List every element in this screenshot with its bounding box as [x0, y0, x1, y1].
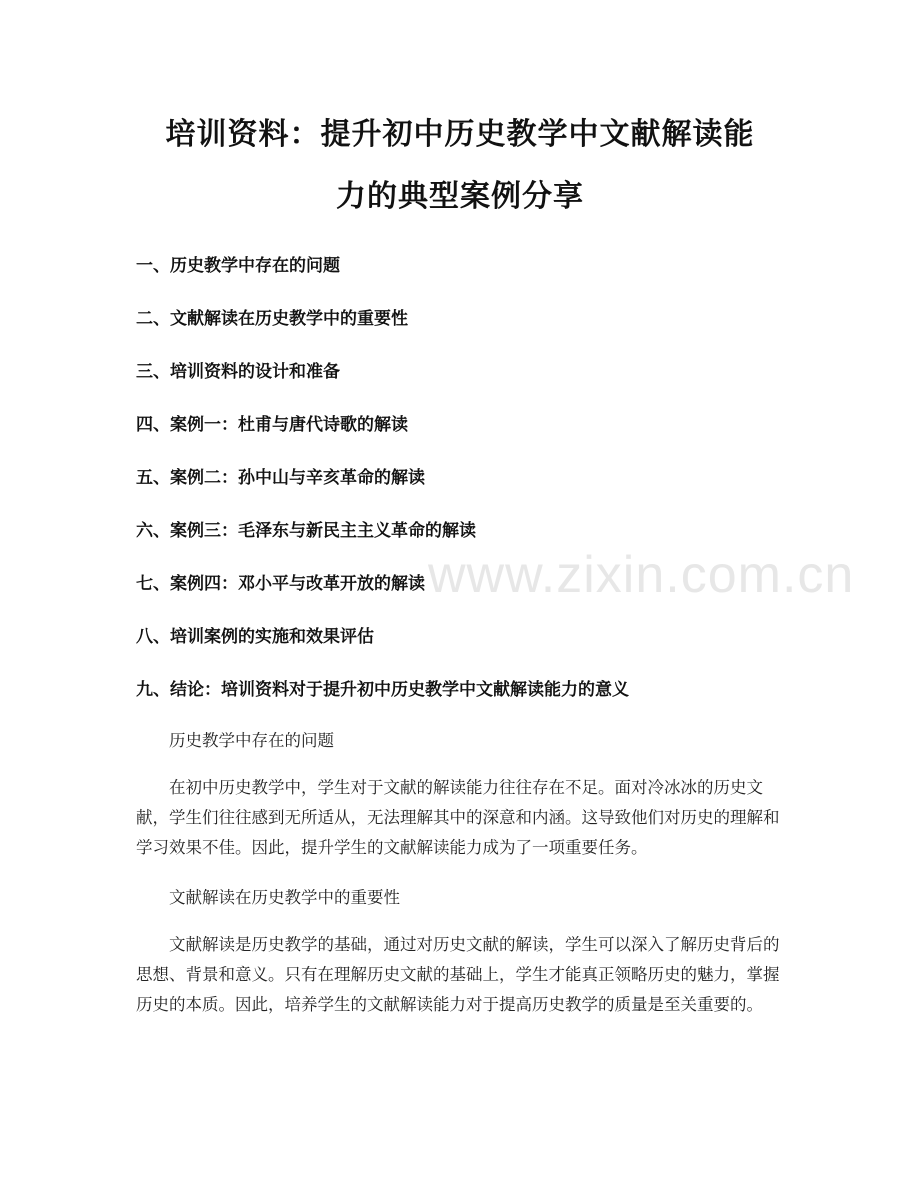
toc-item: 三、培训资料的设计和准备 — [136, 362, 340, 382]
toc-item: 六、案例三：毛泽东与新民主主义革命的解读 — [136, 521, 476, 541]
toc-item: 九、结论：培训资料对于提升初中历史教学中文献解读能力的意义 — [136, 680, 629, 700]
toc-item: 二、文献解读在历史教学中的重要性 — [136, 309, 408, 329]
watermark: www.zixin.com.cn — [428, 546, 855, 604]
document-title — [120, 104, 800, 228]
section-heading: 文献解读在历史教学中的重要性 — [169, 888, 400, 907]
title-line-2: 力的典型案例分享 — [336, 179, 584, 214]
section-paragraph: 在初中历史教学中，学生对于文献的解读能力往往存在不足。面对冷冰冰的历史文献，学生们往往感到无所适从，无法理解其中的深意和内涵。这导致他们对历史的理解和学习效果不佳。因此，提升学生的文献解读能力成为了一项重要任务。 — [136, 778, 780, 857]
toc-item: 七、案例四：邓小平与改革开放的解读 — [136, 574, 425, 594]
toc-item: 四、案例一：杜甫与唐代诗歌的解读 — [136, 415, 408, 435]
body-content — [136, 726, 786, 1040]
section-paragraph: 文献解读是历史教学的基础，通过对历史文献的解读，学生可以深入了解历史背后的思想、背景和意义。只有在理解历史文献的基础上，学生才能真正领略历史的魅力，掌握历史的本质。因此，培养学生的文献解读能力对于提高历史教学的质量是至关重要的。 — [136, 935, 780, 1014]
toc-item: 一、历史教学中存在的问题 — [136, 256, 340, 276]
title-line-1: 培训资料：提升初中历史教学中文献解读能 — [165, 117, 755, 152]
toc-item: 五、案例二：孙中山与辛亥革命的解读 — [136, 468, 425, 488]
section-heading: 历史教学中存在的问题 — [169, 731, 334, 750]
table-of-contents — [136, 252, 629, 729]
toc-item: 八、培训案例的实施和效果评估 — [136, 627, 374, 647]
